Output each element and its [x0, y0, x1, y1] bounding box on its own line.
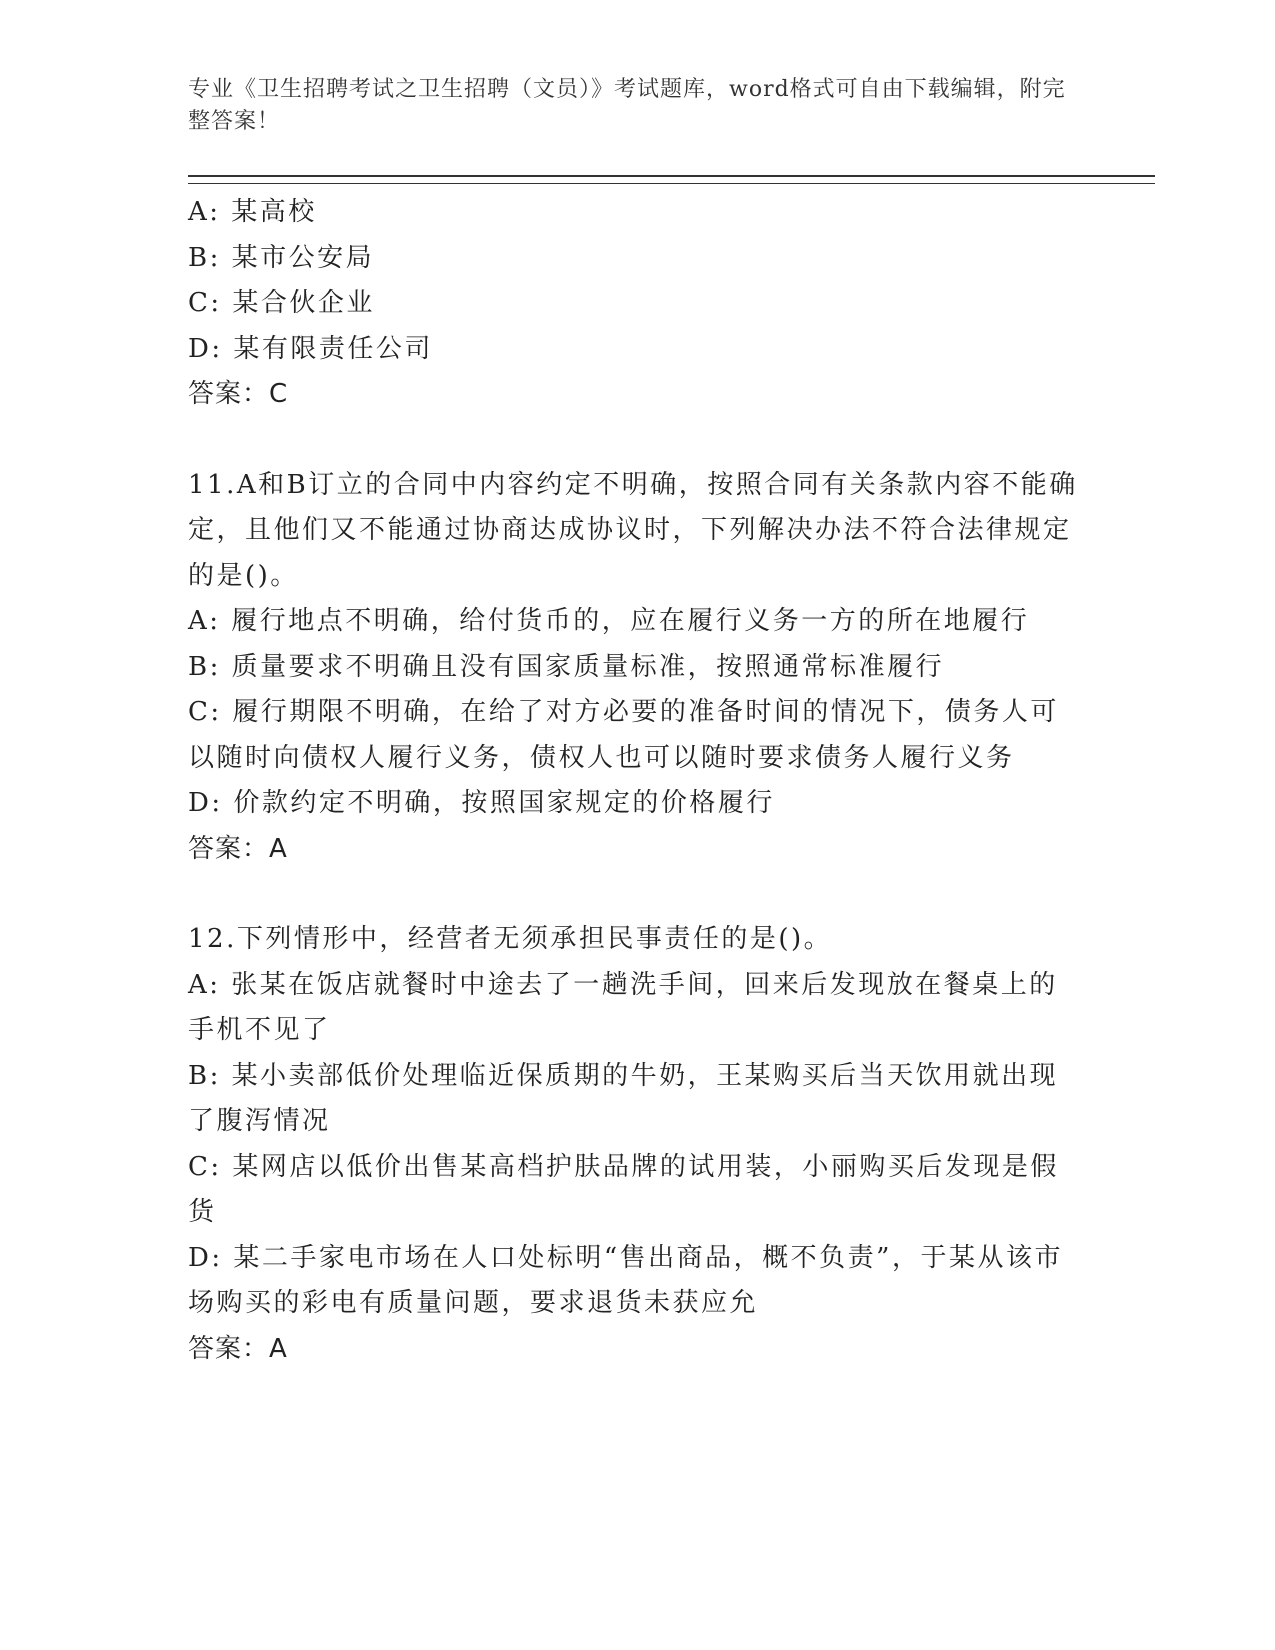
option-a: A: 某高校	[188, 197, 317, 227]
option-a: A: 履行地点不明确，给付货币的，应在履行义务一方的所在地履行	[188, 606, 1030, 636]
question-stem-12: 12.下列情形中，经营者无须承担民事责任的是()。	[188, 924, 833, 954]
answer-text: 答案：C	[188, 379, 289, 409]
page-header: 专业《卫生招聘考试之卫生招聘（文员）》考试题库，word格式可自由下载编辑，附完整答案！	[188, 77, 1066, 134]
option-b: B: 某市公安局	[188, 242, 375, 273]
option-b: B: 质量要求不明确且没有国家质量标准，按照通常标准履行	[188, 651, 945, 682]
spacer	[188, 418, 1078, 463]
question-content	[188, 190, 1078, 1372]
header-divider	[188, 175, 1155, 184]
answer-text: 答案：A	[188, 833, 288, 864]
option-b: B: 某小卖部低价处理临近保质期的牛奶，王某购买后当天饮用就出现了腹泻情况	[188, 1060, 1059, 1136]
option-c: C: 履行期限不明确，在给了对方必要的准备时间的情况下，债务人可以随时向债权人履行义务，债权人也可以随时要求债务人履行义务	[188, 697, 1059, 773]
option-a: A: 张某在饭店就餐时中途去了一趟洗手间，回来后发现放在餐桌上的手机不见了	[188, 969, 1058, 1045]
spacer	[188, 872, 1078, 917]
option-c: C: 某网店以低价出售某高档护肤品牌的试用装，小丽购买后发现是假货	[188, 1151, 1059, 1227]
option-d: D: 某有限责任公司	[188, 333, 433, 364]
option-c: C: 某合伙企业	[188, 288, 375, 318]
option-d: D: 某二手家电市场在人口处标明“售出商品，概不负责”，于某从该市场购买的彩电有质量问题，要求退货未获应允	[188, 1242, 1063, 1318]
answer-text: 答案：A	[188, 1333, 288, 1364]
question-stem-11: 11.A和B订立的合同中内容约定不明确，按照合同有关条款内容不能确定，且他们又不能通过协商达成协议时，下列解决办法不符合法律规定的是()。	[188, 469, 1078, 591]
option-d: D: 价款约定不明确，按照国家规定的价格履行	[188, 788, 775, 818]
